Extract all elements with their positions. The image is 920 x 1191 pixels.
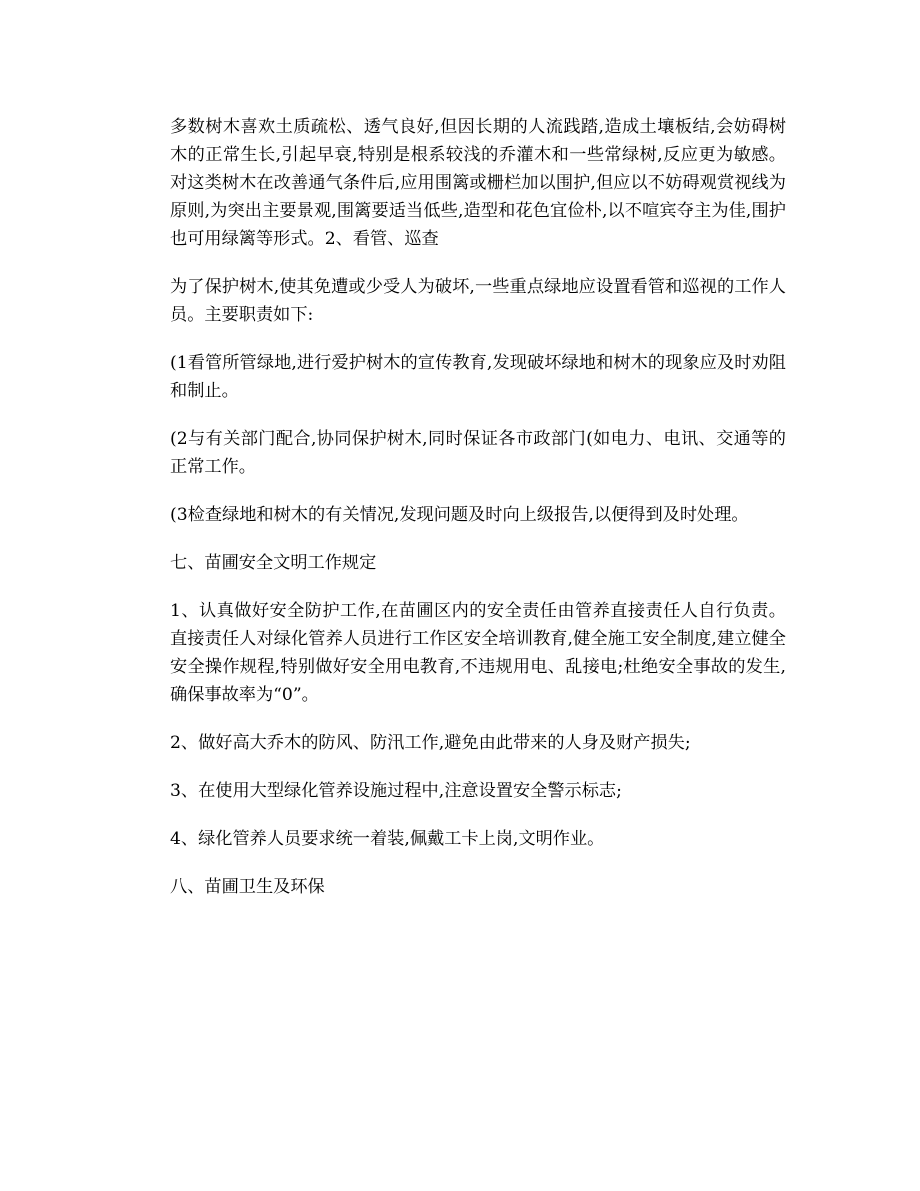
section-heading-seven: 七、苗圃安全文明工作规定 xyxy=(170,553,377,573)
paragraph-tree-protection: 多数树木喜欢土质疏松、透气良好,但因长期的人流践踏,造成土壤板结,会妨碍树木的正常生长,引起早衰,特别是根系较浅的乔灌木和一些常绿树,反应更为敏感。对这类树木在改善通气条件后,应用围篱或栅栏加以围护,但应以不妨碍观赏视线为原则,为突出主要景观,围篱要适当低些,造型和花色宜俭朴,以不喧宾夺主为佳,围护也可用绿篱等形式。2、看管、巡查 xyxy=(170,117,786,249)
paragraph-safety-1: 1、认真做好安全防护工作,在苗圃区内的安全责任由管养直接责任人自行负责。直接责任人对绿化管养人员进行工作区安全培训教育,健全施工安全制度,建立健全安全操作规程,特别做好安全用电教育,不违规用电、乱接电;杜绝安全事故的发生,确保事故率为“0”。 xyxy=(170,601,786,705)
section-heading-eight: 八、苗圃卫生及环保 xyxy=(170,877,325,897)
paragraph-guard-patrol: 为了保护树木,使其免遭或少受人为破坏,一些重点绿地应设置看管和巡视的工作人员。主要职责如下: xyxy=(170,277,786,325)
paragraph-safety-3: 3、在使用大型绿化管养设施过程中,注意设置安全警示标志; xyxy=(170,781,622,801)
document-body xyxy=(170,113,786,921)
paragraph-duty-3: (3检查绿地和树木的有关情况,发现问题及时向上级报告,以便得到及时处理。 xyxy=(170,505,749,525)
paragraph-safety-4: 4、绿化管养人员要求统一着装,佩戴工卡上岗,文明作业。 xyxy=(170,829,605,849)
paragraph-safety-2: 2、做好高大乔木的防风、防汛工作,避免由此带来的人身及财产损失; xyxy=(170,733,691,753)
paragraph-duty-1: (1看管所管绿地,进行爱护树木的宣传教育,发现破坏绿地和树木的现象应及时劝阻和制止。 xyxy=(170,353,786,401)
paragraph-duty-2: (2与有关部门配合,协同保护树木,同时保证各市政部门(如电力、电讯、交通等的正常工作。 xyxy=(170,429,786,477)
